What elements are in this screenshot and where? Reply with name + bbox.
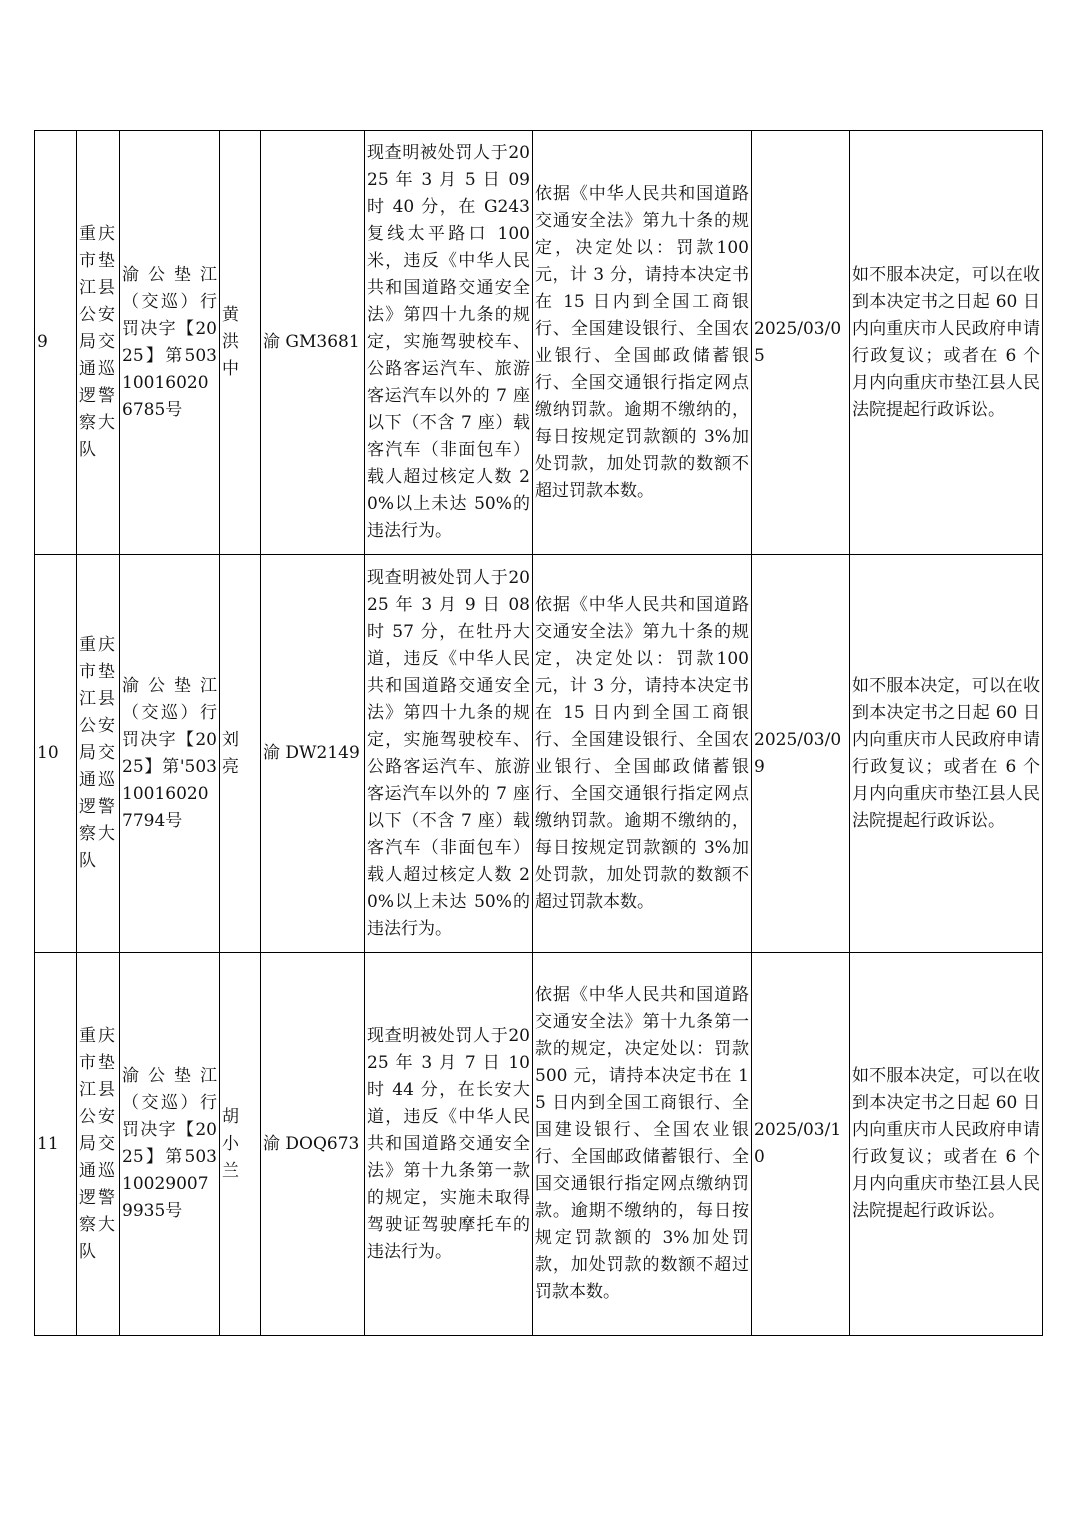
decision-number: 渝公垫江（交巡）行罚决字【2025】第503100160206785号 [120, 131, 220, 555]
violation-facts: 现查明被处罚人于2025 年 3 月 5 日 09 时 40 分，在 G243 复线太平路口 100 米，违反《中华人民共和国道路交通安全法》第四十九条的规定，实施驾驶校车、公路客运汽车、旅游客运汽车以外的 7 座以下（不含 7 座）载客汽车（非面包车）载人超过核定人数 20%以上未达 50%的违法行为。 [365, 131, 533, 555]
agency-name: 重庆市垫江县公安局交通巡逻警察大队 [77, 555, 120, 953]
decision-date: 2025/03/09 [752, 555, 850, 953]
plate-number: 渝 DOQ673 [261, 953, 365, 1336]
decision-number: 渝公垫江（交巡）行罚决字【2025】第503100290079935号 [120, 953, 220, 1336]
offender-name: 胡小兰 [220, 953, 261, 1336]
penalty-table [34, 130, 1043, 1336]
remedy-notice: 如不服本决定，可以在收到本决定书之日起 60 日内向重庆市人民政府申请行政复议；或者在 6 个月内向重庆市垫江县人民法院提起行政诉讼。 [850, 131, 1043, 555]
penalty-basis: 依据《中华人民共和国道路交通安全法》第九十条的规定，决定处以：罚款100 元，计 3 分，请持本决定书在 15 日内到全国工商银行、全国建设银行、全国农业银行、全国邮政储蓄银行、全国交通银行指定网点缴纳罚款。逾期不缴纳的，每日按规定罚款额的 3%加处罚款，加处罚款的数额不超过罚款本数。 [533, 131, 752, 555]
penalty-basis: 依据《中华人民共和国道路交通安全法》第十九条第一款的规定，决定处以：罚款 500 元，请持本决定书在 15 日内到全国工商银行、全国建设银行、全国农业银行、全国邮政储蓄银行、全国交通银行指定网点缴纳罚款。逾期不缴纳的，每日按规定罚款额的 3%加处罚款，加处罚款的数额不超过罚款本数。 [533, 953, 752, 1336]
violation-facts: 现查明被处罚人于2025 年 3 月 9 日 08 时 57 分，在牡丹大道，违反《中华人民共和国道路交通安全法》第四十九条的规定，实施驾驶校车、公路客运汽车、旅游客运汽车以外的 7 座以下（不含 7 座）载客汽车（非面包车）载人超过核定人数 20%以上未达 50%的违法行为。 [365, 555, 533, 953]
remedy-notice: 如不服本决定，可以在收到本决定书之日起 60 日内向重庆市人民政府申请行政复议；或者在 6 个月内向重庆市垫江县人民法院提起行政诉讼。 [850, 953, 1043, 1336]
agency-name: 重庆市垫江县公安局交通巡逻警察大队 [77, 953, 120, 1336]
decision-date: 2025/03/05 [752, 131, 850, 555]
decision-number: 渝公垫江（交巡）行罚决字【2025】第'503100160207794号 [120, 555, 220, 953]
table-row [35, 555, 1043, 953]
table-row [35, 131, 1043, 555]
offender-name: 黄洪中 [220, 131, 261, 555]
violation-facts: 现查明被处罚人于2025 年 3 月 7 日 10 时 44 分，在长安大道，违反《中华人民共和国道路交通安全法》第十九条第一款的规定，实施未取得驾驶证驾驶摩托车的违法行为。 [365, 953, 533, 1336]
plate-number: 渝 GM3681 [261, 131, 365, 555]
row-number: 11 [35, 953, 77, 1336]
penalty-basis: 依据《中华人民共和国道路交通安全法》第九十条的规定，决定处以：罚款100 元，计 3 分，请持本决定书在 15 日内到全国工商银行、全国建设银行、全国农业银行、全国邮政储蓄银行、全国交通银行指定网点缴纳罚款。逾期不缴纳的，每日按规定罚款额的 3%加处罚款，加处罚款的数额不超过罚款本数。 [533, 555, 752, 953]
remedy-notice: 如不服本决定，可以在收到本决定书之日起 60 日内向重庆市人民政府申请行政复议；或者在 6 个月内向重庆市垫江县人民法院提起行政诉讼。 [850, 555, 1043, 953]
plate-number: 渝 DW2149 [261, 555, 365, 953]
agency-name: 重庆市垫江县公安局交通巡逻警察大队 [77, 131, 120, 555]
table-row [35, 953, 1043, 1336]
decision-date: 2025/03/10 [752, 953, 850, 1336]
row-number: 10 [35, 555, 77, 953]
offender-name: 刘亮 [220, 555, 261, 953]
row-number: 9 [35, 131, 77, 555]
